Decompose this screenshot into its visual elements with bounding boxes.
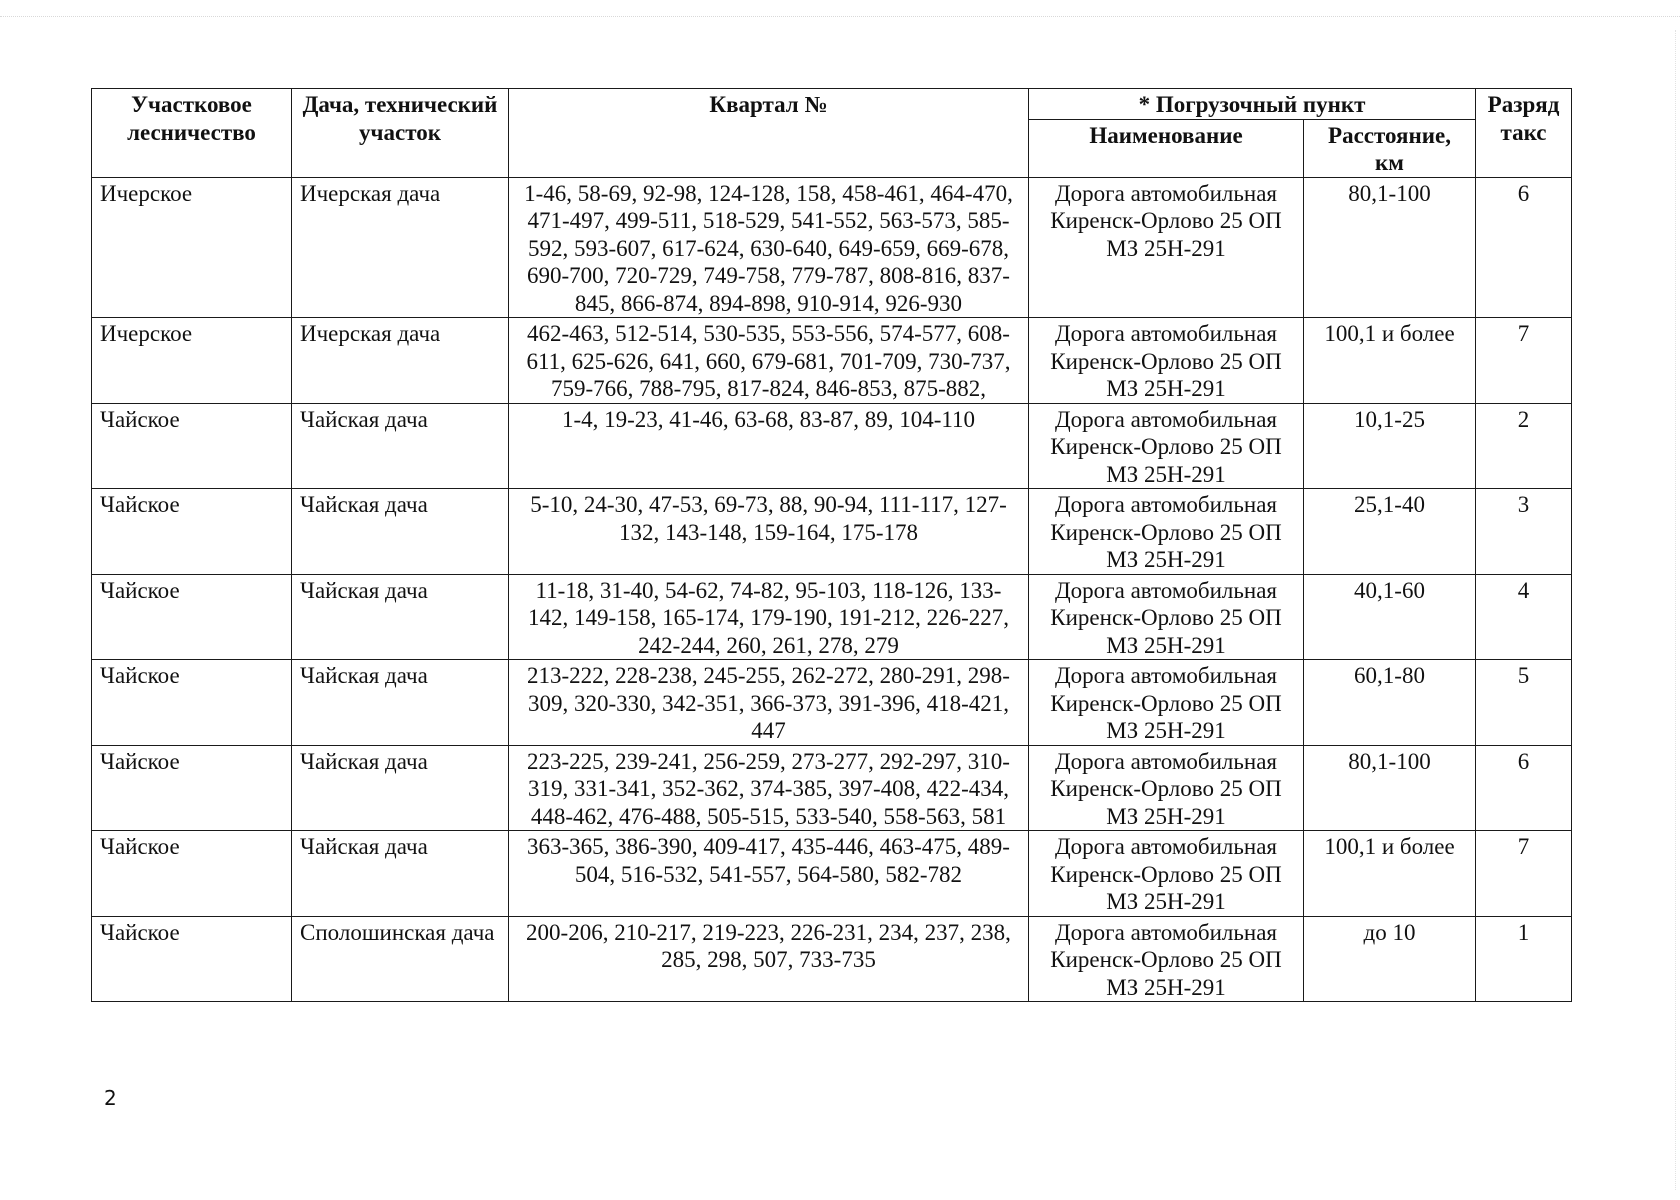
cell-forestry: Чайское — [92, 831, 292, 917]
cell-distance: 10,1-25 — [1304, 403, 1476, 489]
cell-distance: 60,1-80 — [1304, 660, 1476, 746]
cell-loading-point: Дорога автомобильная Киренск-Орлово 25 ОП МЗ 25Н-291 — [1029, 660, 1304, 746]
cell-loading-point: Дорога автомобильная Киренск-Орлово 25 ОП МЗ 25Н-291 — [1029, 574, 1304, 660]
cell-distance: 40,1-60 — [1304, 574, 1476, 660]
header-distance: Расстояние, км — [1304, 119, 1476, 177]
cell-distance: 100,1 и более — [1304, 318, 1476, 404]
cell-forestry: Чайское — [92, 489, 292, 575]
cell-grade: 3 — [1476, 489, 1572, 575]
cell-forestry: Ичерское — [92, 318, 292, 404]
cell-quarters: 363-365, 386-390, 409-417, 435-446, 463-475, 489-504, 516-532, 541-557, 564-580, 582-782 — [509, 831, 1029, 917]
cell-distance: 80,1-100 — [1304, 177, 1476, 318]
cell-grade: 6 — [1476, 177, 1572, 318]
table-row — [92, 318, 1572, 404]
cell-loading-point: Дорога автомобильная Киренск-Орлово 25 ОП МЗ 25Н-291 — [1029, 745, 1304, 831]
header-forestry: Участковое лесничество — [92, 89, 292, 178]
cell-grade: 6 — [1476, 745, 1572, 831]
cell-dacha: Ичерская дача — [292, 177, 509, 318]
table-row — [92, 489, 1572, 575]
cell-dacha: Чайская дача — [292, 489, 509, 575]
cell-dacha: Чайская дача — [292, 745, 509, 831]
cell-loading-point: Дорога автомобильная Киренск-Орлово 25 ОП МЗ 25Н-291 — [1029, 489, 1304, 575]
cell-grade: 2 — [1476, 403, 1572, 489]
cell-loading-point: Дорога автомобильная Киренск-Орлово 25 ОП МЗ 25Н-291 — [1029, 403, 1304, 489]
header-name: Наименование — [1029, 119, 1304, 177]
header-grade: Разряд такс — [1476, 89, 1572, 178]
cell-dacha: Чайская дача — [292, 574, 509, 660]
cell-forestry: Чайское — [92, 745, 292, 831]
table-row — [92, 745, 1572, 831]
loading-points-table — [91, 88, 1572, 1002]
table-row — [92, 660, 1572, 746]
scan-right-edge — [1675, 30, 1676, 1190]
table-body — [92, 177, 1572, 1002]
page-number: 2 — [104, 1086, 117, 1110]
cell-forestry: Чайское — [92, 403, 292, 489]
cell-distance: до 10 — [1304, 916, 1476, 1002]
table-row — [92, 916, 1572, 1002]
cell-distance: 80,1-100 — [1304, 745, 1476, 831]
cell-loading-point: Дорога автомобильная Киренск-Орлово 25 ОП МЗ 25Н-291 — [1029, 831, 1304, 917]
cell-quarters: 200-206, 210-217, 219-223, 226-231, 234, 237, 238, 285, 298, 507, 733-735 — [509, 916, 1029, 1002]
cell-quarters: 223-225, 239-241, 256-259, 273-277, 292-297, 310-319, 331-341, 352-362, 374-385, 397-408, 422-434, 448-462, 476-488, 505-515, 533-540, 558-563, 581 — [509, 745, 1029, 831]
scan-top-edge — [0, 16, 1680, 17]
cell-dacha: Чайская дача — [292, 660, 509, 746]
table-row — [92, 574, 1572, 660]
table-row — [92, 403, 1572, 489]
table-row — [92, 177, 1572, 318]
cell-forestry: Чайское — [92, 574, 292, 660]
cell-grade: 1 — [1476, 916, 1572, 1002]
header-row-1 — [92, 89, 1572, 120]
cell-loading-point: Дорога автомобильная Киренск-Орлово 25 ОП МЗ 25Н-291 — [1029, 916, 1304, 1002]
cell-quarters: 1-46, 58-69, 92-98, 124-128, 158, 458-461, 464-470, 471-497, 499-511, 518-529, 541-552, 563-573, 585-592, 593-607, 617-624, 630-640, 649-659, 669-678, 690-700, 720-729, 749-758, 779-787, 808-816, 837-845, 866-874, 894-898, 910-914, 926-930 — [509, 177, 1029, 318]
header-quarter: Квартал № — [509, 89, 1029, 178]
cell-loading-point: Дорога автомобильная Киренск-Орлово 25 ОП МЗ 25Н-291 — [1029, 318, 1304, 404]
cell-grade: 4 — [1476, 574, 1572, 660]
cell-grade: 5 — [1476, 660, 1572, 746]
cell-forestry: Ичерское — [92, 177, 292, 318]
cell-quarters: 11-18, 31-40, 54-62, 74-82, 95-103, 118-126, 133-142, 149-158, 165-174, 179-190, 191-212, 226-227, 242-244, 260, 261, 278, 279 — [509, 574, 1029, 660]
cell-quarters: 5-10, 24-30, 47-53, 69-73, 88, 90-94, 111-117, 127-132, 143-148, 159-164, 175-178 — [509, 489, 1029, 575]
cell-grade: 7 — [1476, 831, 1572, 917]
cell-forestry: Чайское — [92, 660, 292, 746]
cell-dacha: Чайская дача — [292, 403, 509, 489]
cell-loading-point: Дорога автомобильная Киренск-Орлово 25 ОП МЗ 25Н-291 — [1029, 177, 1304, 318]
cell-dacha: Сполошинская дача — [292, 916, 509, 1002]
cell-grade: 7 — [1476, 318, 1572, 404]
cell-quarters: 213-222, 228-238, 245-255, 262-272, 280-291, 298-309, 320-330, 342-351, 366-373, 391-396, 418-421, 447 — [509, 660, 1029, 746]
cell-dacha: Чайская дача — [292, 831, 509, 917]
header-loading-point: * Погрузочный пункт — [1029, 89, 1476, 120]
cell-distance: 100,1 и более — [1304, 831, 1476, 917]
cell-distance: 25,1-40 — [1304, 489, 1476, 575]
document-table-wrapper — [91, 88, 1572, 1002]
table-row — [92, 831, 1572, 917]
cell-quarters: 1-4, 19-23, 41-46, 63-68, 83-87, 89, 104-110 — [509, 403, 1029, 489]
cell-dacha: Ичерская дача — [292, 318, 509, 404]
cell-quarters: 462-463, 512-514, 530-535, 553-556, 574-577, 608-611, 625-626, 641, 660, 679-681, 701-709, 730-737, 759-766, 788-795, 817-824, 846-853, 875-882, — [509, 318, 1029, 404]
header-dacha: Дача, технический участок — [292, 89, 509, 178]
cell-forestry: Чайское — [92, 916, 292, 1002]
